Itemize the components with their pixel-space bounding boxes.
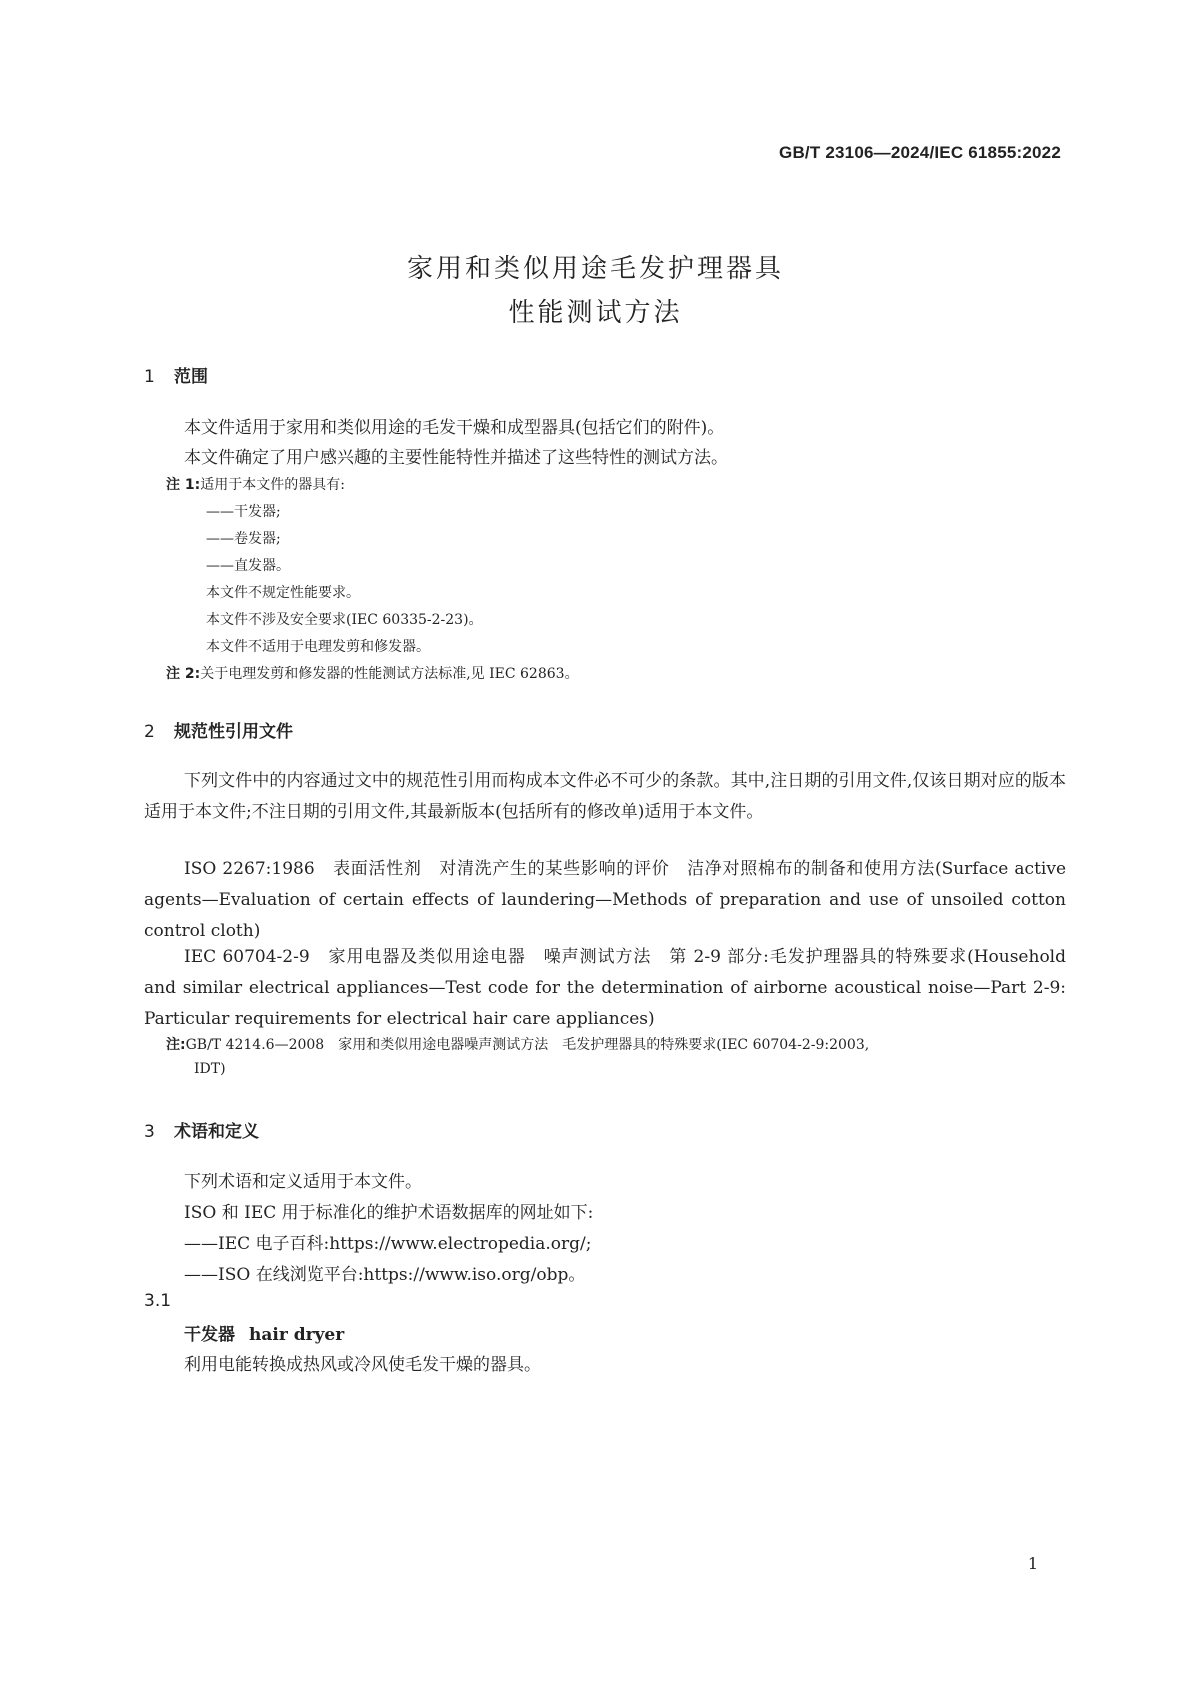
- term-database-link-iso: ——ISO 在线浏览平台:https://www.iso.org/obp。: [184, 1265, 586, 1285]
- paragraph: 本文件适用于家用和类似用途的毛发干燥和成型器具(包括它们的附件)。: [184, 418, 725, 438]
- page-number: 1: [1027, 1554, 1038, 1573]
- section-number: 3: [144, 1122, 155, 1142]
- note-text: 本文件不涉及安全要求(IEC 60335-2-23)。: [206, 612, 483, 628]
- paragraph: 本文件确定了用户感兴趣的主要性能特性并描述了这些特性的测试方法。: [184, 448, 728, 468]
- note-list-item: ——干发器;: [206, 504, 281, 520]
- note-2: [166, 663, 579, 683]
- reference-iec-60704-2-9: IEC 60704-2-9 家用电器及类似用途电器 噪声测试方法 第 2-9 部分:毛发护理器具的特殊要求(Household and similar electrical appliances—Test code for the determination of airborne acoustical noise—Part 2-9: Particular requirements for electrical hair care appliances): [144, 947, 1066, 1029]
- note-text: 关于电理发剪和修发器的性能测试方法标准,见 IEC 62863。: [200, 666, 579, 682]
- note-text: GB/T 4214.6—2008 家用和类似用途电器噪声测试方法 毛发护理器具的特殊要求(IEC 60704-2-9:2003,: [185, 1037, 870, 1053]
- term-cn: 干发器: [184, 1325, 235, 1345]
- reference-iso-2267: ISO 2267:1986 表面活性剂 对清洗产生的某些影响的评价 洁净对照棉布的制备和使用方法(Surface active agents—Evaluation of certain effects of laundering—Methods of preparation and use of unsoiled cotton control cloth): [144, 859, 1066, 941]
- note-label: 注 2:: [166, 666, 201, 682]
- note-text: 本文件不适用于电理发剪和修发器。: [206, 639, 430, 655]
- section-title: 范围: [174, 367, 208, 387]
- term-database-link-iec: ——IEC 电子百科:https://www.electropedia.org/;: [184, 1234, 592, 1254]
- note-list-item: ——卷发器;: [206, 531, 281, 547]
- doc-title-line2: 性能测试方法: [508, 298, 683, 328]
- term-definition: 利用电能转换成热风或冷风使毛发干燥的器具。: [184, 1355, 541, 1375]
- section-heading-terms: [144, 1117, 259, 1142]
- term-en: hair dryer: [249, 1325, 345, 1345]
- note-text: 适用于本文件的器具有:: [200, 477, 345, 493]
- note-label: 注 1:: [166, 477, 201, 493]
- paragraph: 下列术语和定义适用于本文件。: [184, 1172, 422, 1192]
- note-list-item: ——直发器。: [206, 558, 290, 574]
- note-text-continued: IDT): [194, 1061, 226, 1077]
- note-1: [166, 474, 345, 494]
- reference-note: [166, 1034, 869, 1054]
- standard-code: GB/T 23106—2024/IEC 61855:2022: [779, 143, 1061, 162]
- term-entry: [184, 1320, 344, 1345]
- note-label: 注:: [166, 1037, 186, 1053]
- section-number: 2: [144, 722, 155, 742]
- section-heading-normative-references: [144, 717, 293, 742]
- term-number: 3.1: [144, 1291, 172, 1311]
- note-text: 本文件不规定性能要求。: [206, 585, 360, 601]
- section-heading-scope: [144, 362, 208, 387]
- section-title: 术语和定义: [174, 1122, 259, 1142]
- section-number: 1: [144, 367, 155, 387]
- paragraph: 下列文件中的内容通过文中的规范性引用而构成本文件必不可少的条款。其中,注日期的引用文件,仅该日期对应的版本适用于本文件;不注日期的引用文件,其最新版本(包括所有的修改单)适用于本文件。: [144, 771, 1066, 822]
- section-title: 规范性引用文件: [174, 722, 293, 742]
- paragraph: ISO 和 IEC 用于标准化的维护术语数据库的网址如下:: [184, 1203, 594, 1223]
- doc-title-line1: 家用和类似用途毛发护理器具: [406, 254, 784, 284]
